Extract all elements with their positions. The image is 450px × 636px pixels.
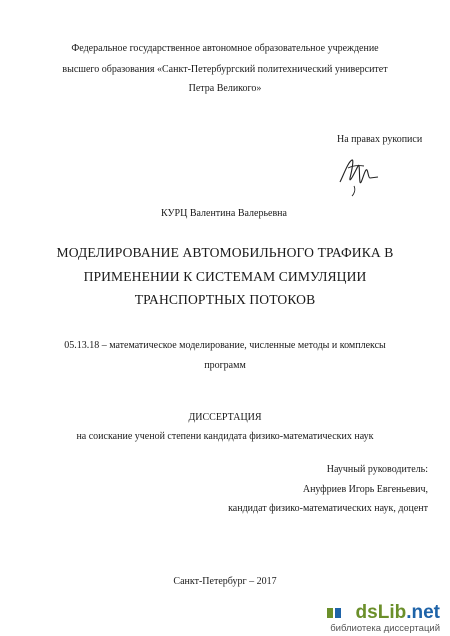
supervisor-label: Научный руководитель: bbox=[326, 464, 428, 475]
watermark-logo-left: dsLib bbox=[355, 602, 407, 623]
title-line-1: МОДЕЛИРОВАНИЕ АВТОМОБИЛЬНОГО ТРАФИКА В bbox=[56, 245, 394, 260]
institution-line-1: Федеральное государственное автономное образовательное учреждение bbox=[71, 43, 379, 54]
title-line-2: ПРИМЕНЕНИИ К СИСТЕМАМ СИМУЛЯЦИИ bbox=[83, 269, 367, 284]
book-icon bbox=[326, 606, 342, 620]
signature-icon bbox=[334, 152, 380, 198]
watermark bbox=[328, 600, 446, 636]
title-line-3: ТРАНСПОРТНЫХ ПОТОКОВ bbox=[134, 292, 316, 307]
dissertation-label: ДИССЕРТАЦИЯ bbox=[188, 412, 262, 423]
specialty-line-1: 05.13.18 – математическое моделирование, численные методы и комплексы bbox=[64, 340, 386, 351]
specialty-line-2: программ bbox=[204, 360, 246, 371]
institution-line-3: Петра Великого» bbox=[188, 83, 262, 94]
city-year: Санкт-Петербург – 2017 bbox=[173, 576, 277, 587]
author-name: КУРЦ Валентина Валерьевна bbox=[161, 208, 287, 219]
watermark-logo bbox=[356, 602, 440, 624]
rights-note: На правах рукописи bbox=[337, 134, 423, 145]
dissertation-subtitle: на соискание ученой степени кандидата физико-математических наук bbox=[76, 431, 374, 442]
supervisor-degree: кандидат физико-математических наук, доцент bbox=[228, 503, 428, 514]
watermark-logo-right: .net bbox=[406, 602, 440, 623]
institution-line-2: высшего образования «Санкт-Петербургский политехнический университет bbox=[62, 64, 388, 75]
supervisor-name: Ануфриев Игорь Евгеньевич, bbox=[302, 484, 428, 495]
watermark-caption: библиотека диссертаций bbox=[330, 623, 440, 634]
